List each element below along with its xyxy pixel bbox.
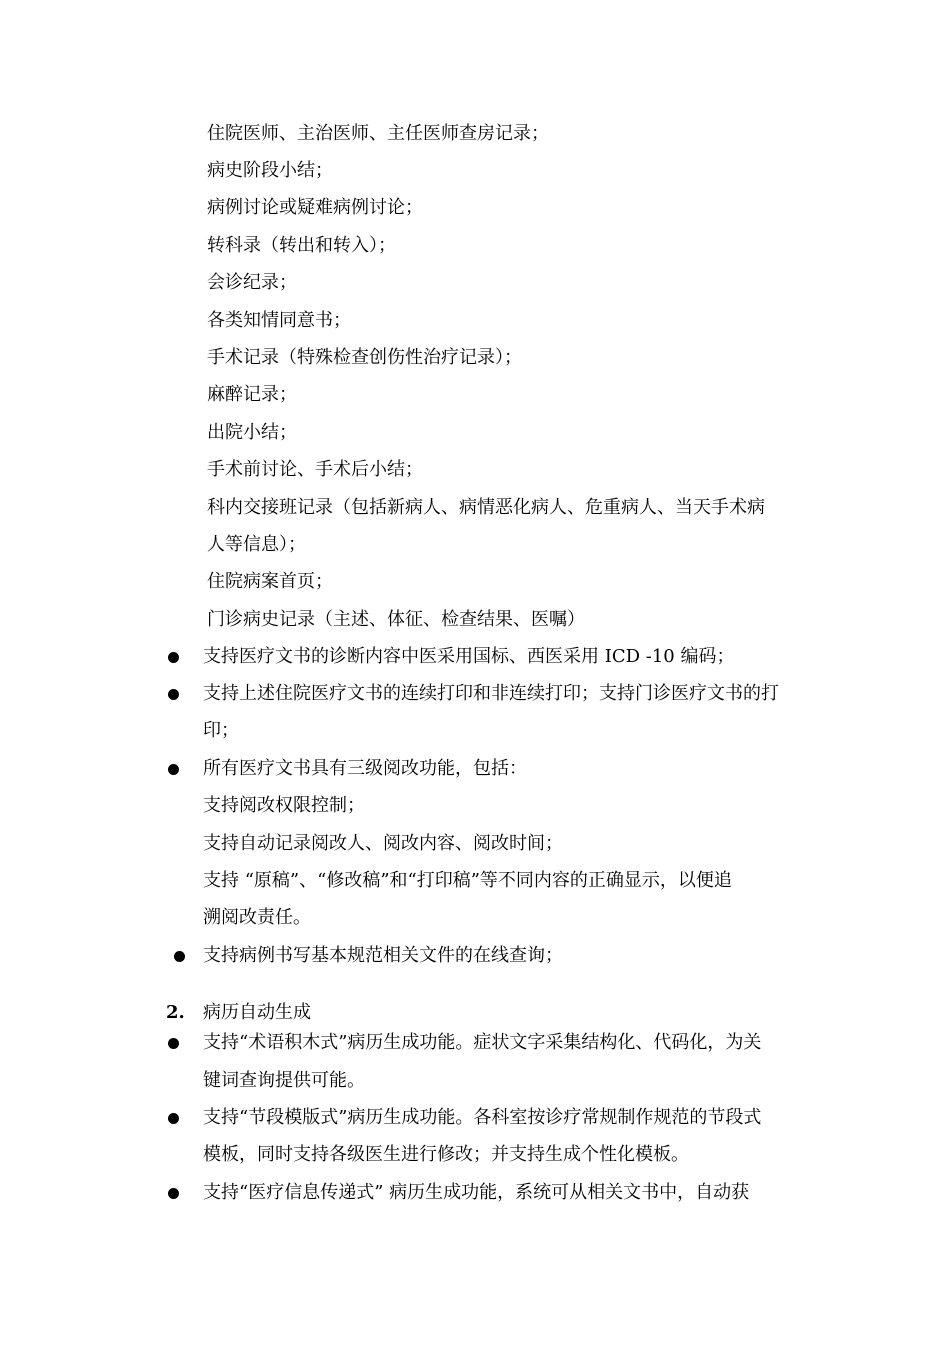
list-item: 转科录（转出和转入）； (207, 235, 396, 256)
list-item: 手术前讨论、手术后小结； (207, 459, 423, 480)
list-item: 各类知情同意书； (207, 310, 351, 331)
section-title: 病历自动生成 (203, 1002, 311, 1023)
bullet-icon (168, 1038, 179, 1049)
list-item: 科内交接班记录（包括新病人、病情恶化病人、危重病人、当天手术病 (207, 497, 765, 518)
sub-item: 支持阅改权限控制； (203, 795, 365, 816)
list-item: 手术记录（特殊检查创伤性治疗记录）； (207, 347, 522, 368)
bullet-text: 支持医疗文书的诊断内容中医采用国标、西医采用 ICD -10 编码； (203, 646, 735, 667)
sub-item: 支持 “原稿”、“修改稿”和“打印稿”等不同内容的正确显示，以便追 (203, 870, 732, 891)
bullet-icon (168, 689, 179, 700)
bullet-text: 支持病例书写基本规范相关文件的在线查询； (203, 945, 563, 966)
bullet-icon (168, 764, 179, 775)
bullet-icon (174, 951, 185, 962)
bullet-text: 键词查询提供可能。 (203, 1070, 365, 1091)
list-item: 病例讨论或疑难病例讨论； (207, 197, 423, 218)
bullet-text: 支持“节段模版式”病历生成功能。各科室按诊疗常规制作规范的节段式 (203, 1107, 762, 1128)
section-number: 2. (166, 1002, 185, 1023)
list-item: 住院病案首页； (207, 571, 333, 592)
bullet-text: 支持上述住院医疗文书的连续打印和非连续打印；支持门诊医疗文书的打 (203, 683, 779, 704)
list-item: 病史阶段小结； (207, 160, 333, 181)
sub-item: 溯阅改责任。 (203, 907, 311, 928)
bullet-icon (168, 652, 179, 663)
bullet-icon (168, 1113, 179, 1124)
bullet-icon (168, 1188, 179, 1199)
list-item: 出院小结； (207, 422, 297, 443)
bullet-text: 支持“术语积木式”病历生成功能。症状文字采集结构化、代码化，为关 (203, 1032, 762, 1053)
list-item: 住院医师、主治医师、主任医师查房记录； (207, 123, 549, 144)
bullet-text: 所有医疗文书具有三级阅改功能，包括： (203, 758, 527, 779)
list-item: 人等信息）； (207, 534, 306, 555)
list-item: 会诊纪录； (207, 272, 297, 293)
sub-item: 支持自动记录阅改人、阅改内容、阅改时间； (203, 833, 563, 854)
bullet-text: 模板，同时支持各级医生进行修改；并支持生成个性化模板。 (203, 1144, 689, 1165)
list-item: 门诊病史记录（主述、体征、检查结果、医嘱） (207, 609, 585, 630)
bullet-text: 支持“医疗信息传递式” 病历生成功能，系统可从相关文书中，自动获 (203, 1182, 750, 1203)
list-item: 麻醉记录； (207, 384, 297, 405)
bullet-text: 印； (203, 720, 239, 741)
